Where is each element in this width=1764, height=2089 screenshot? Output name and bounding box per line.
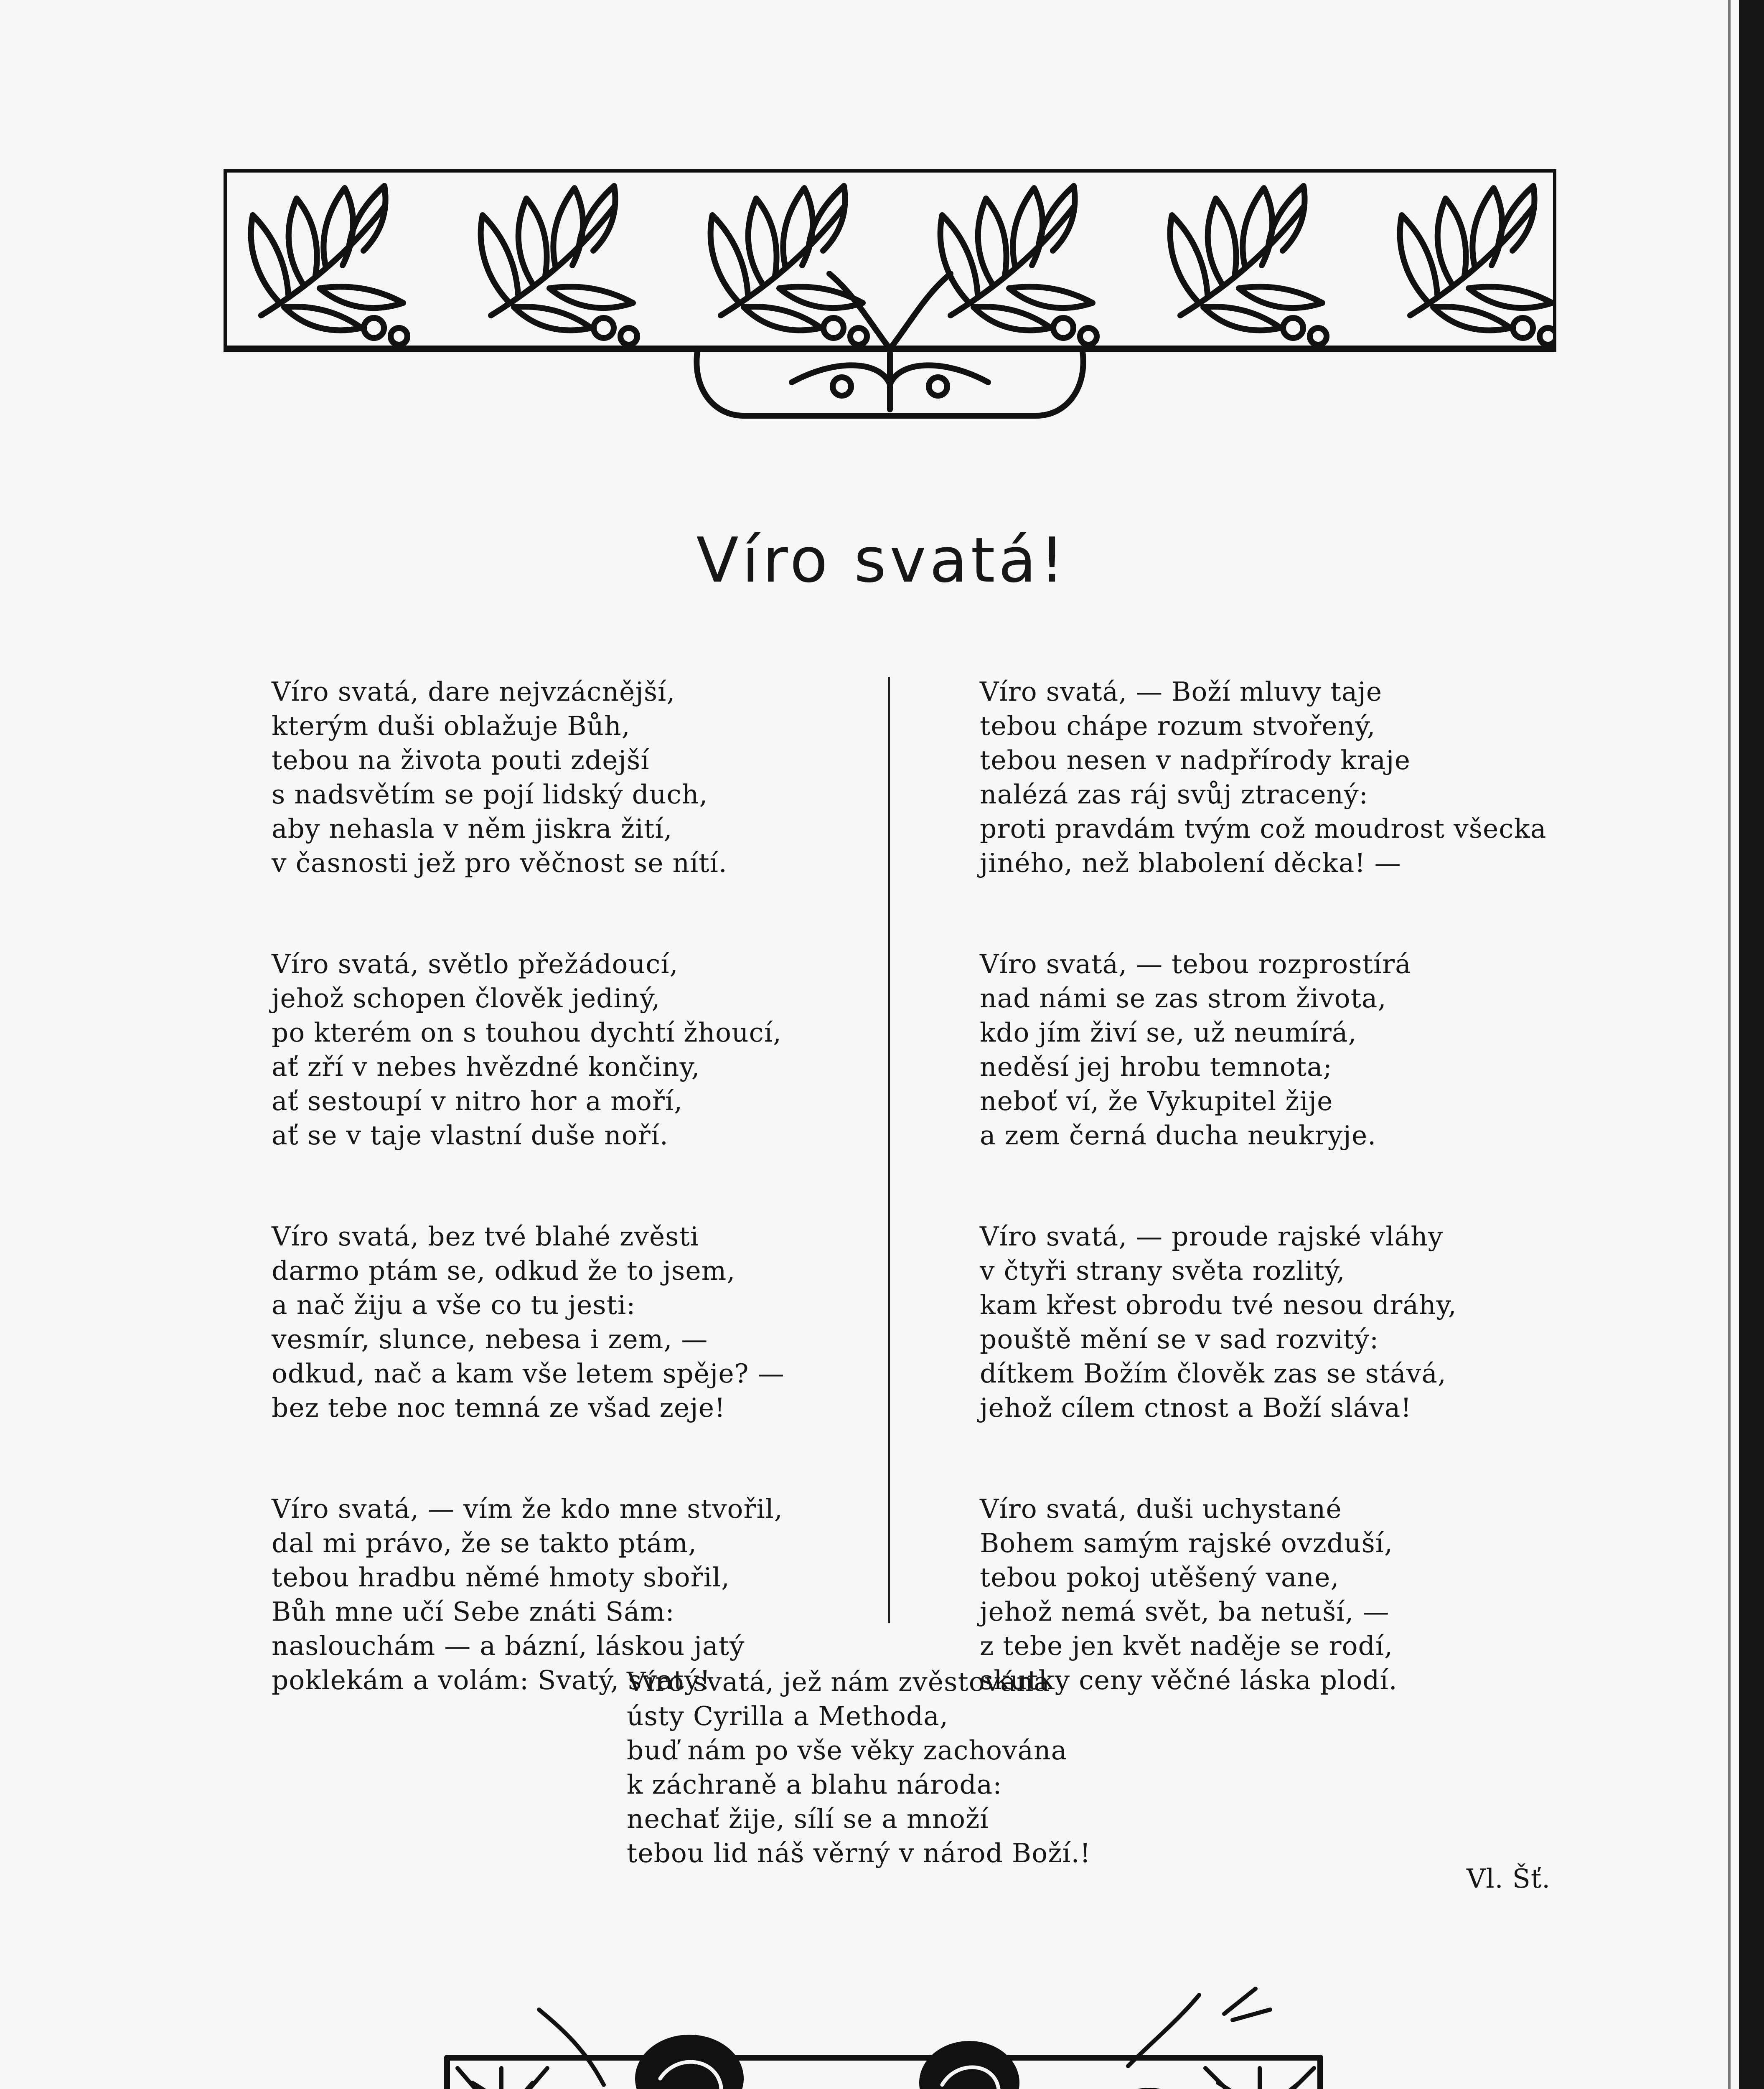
poem-line: poklekám a volám: Svatý, svatý! [272, 1665, 711, 1695]
poem-line: proti pravdám tvým což moudrost všecka [980, 813, 1547, 844]
poem-line: neděsí jej hrobu temnota; [980, 1052, 1332, 1082]
poem-line: ať se v taje vlastní duše noří. [272, 1120, 668, 1151]
poem-line: s nadsvětím se pojí lidský duch, [272, 779, 708, 810]
poem-line: darmo ptám se, odkud že to jsem, [272, 1255, 736, 1286]
page-edge [1739, 0, 1764, 2089]
poem-line: jiného, než blabolení děcka! — [980, 848, 1401, 878]
poem-line: buď nám po vše věky zachována [627, 1735, 1068, 1766]
final-poem-stanza [627, 1665, 1212, 1870]
poem-line: Víro svatá, — Boží mluvy taje [980, 676, 1383, 707]
right-poem-column [980, 675, 1606, 1764]
poem-stanza [980, 1220, 1606, 1425]
page-title: Víro svatá! [696, 524, 1068, 596]
poem-line: kdo jím živí se, už neumírá, [980, 1017, 1357, 1048]
leaf-frieze-ornament [224, 169, 1556, 420]
poem-line: Víro svatá, duši uchystané [980, 1494, 1342, 1524]
poem-line: tebou lid náš věrný v národ Boží.! [627, 1838, 1091, 1868]
poem-line: dal mi právo, že se takto ptám, [272, 1528, 697, 1558]
poem-line: odkud, nač a kam vše letem spěje? — [272, 1358, 785, 1389]
poem-line: Víro svatá, světlo přežádoucí, [272, 949, 679, 979]
poem-line: z tebe jen květ naděje se rodí, [980, 1631, 1393, 1661]
poem-stanza [980, 947, 1606, 1153]
poem-line: ústy Cyrilla a Methoda, [627, 1701, 948, 1731]
poem-line: kterým duši oblažuje Bůh, [272, 711, 630, 741]
column-divider [888, 677, 890, 1623]
poem-line: nechať žije, sílí se a množí [627, 1804, 989, 1834]
poem-line: Bohem samým rajské ovzduší, [980, 1528, 1393, 1558]
poem-line: jehož schopen člověk jediný, [272, 983, 661, 1014]
poem-line: Víro svatá, — tebou rozprostírá [980, 949, 1411, 979]
poem-line: tebou nesen v nadpřírody kraje [980, 745, 1411, 775]
poem-line: skutky ceny věčné láska plodí. [980, 1665, 1398, 1695]
left-poem-column [272, 675, 898, 1764]
poem-line: dítkem Božím člověk zas se stává, [980, 1358, 1446, 1389]
rose-spiderweb-ornament [443, 1980, 1329, 2089]
poem-line: ať sestoupí v nitro hor a moří, [272, 1086, 683, 1116]
poem-line: nad námi se zas strom života, [980, 983, 1387, 1014]
poem-line: a nač žiju a vše co tu jesti: [272, 1290, 636, 1320]
poem-line: Víro svatá, bez tvé blahé zvěsti [272, 1221, 699, 1252]
poem-stanza [272, 947, 898, 1153]
poem-line: Bůh mne učí Sebe znáti Sám: [272, 1596, 675, 1627]
poem-line: Víro svatá, — vím že kdo mne stvořil, [272, 1494, 783, 1524]
poem-line: ať zří v nebes hvězdné končiny, [272, 1052, 700, 1082]
poem-line: jehož cílem ctnost a Boží sláva! [980, 1393, 1412, 1423]
poem-line: vesmír, slunce, nebesa i zem, — [272, 1324, 708, 1355]
poem-line: neboť ví, že Vykupitel žije [980, 1086, 1333, 1116]
poem-line: v časnosti jež pro věčnost se nítí. [272, 848, 727, 878]
poem-line: nalézá zas ráj svůj ztracený: [980, 779, 1368, 810]
poem-stanza [980, 675, 1606, 880]
poem-line: tebou hradbu němé hmoty sbořil, [272, 1562, 730, 1593]
poem-line: k záchraně a blahu národa: [627, 1769, 1002, 1800]
poem-line: tebou chápe rozum stvořený, [980, 711, 1376, 741]
poem-stanza [272, 1220, 898, 1425]
poem-line: tebou pokoj utěšený vane, [980, 1562, 1340, 1593]
poem-line: po kterém on s touhou dychtí žhoucí, [272, 1017, 782, 1048]
poem-line: a zem černá ducha neukryje. [980, 1120, 1377, 1151]
poem-line: tebou na života pouti zdejší [272, 745, 650, 775]
poem-line: Víro svatá, jež nám zvěstována [627, 1667, 1050, 1697]
author-signature: Vl. Šť. [1467, 1863, 1551, 1894]
poem-line: aby nehasla v něm jiskra žití, [272, 813, 673, 844]
poem-line: bez tebe noc temná ze všad zeje! [272, 1393, 726, 1423]
poem-line: kam křest obrodu tvé nesou dráhy, [980, 1290, 1457, 1320]
poem-line: jehož nemá svět, ba netuší, — [980, 1596, 1390, 1627]
poem-line: Víro svatá, dare nejvzácnější, [272, 676, 676, 707]
poem-line: pouště mění se v sad rozvitý: [980, 1324, 1379, 1355]
poem-line: naslouchám — a bázní, láskou jatý [272, 1631, 745, 1661]
poem-line: Víro svatá, — proude rajské vláhy [980, 1221, 1444, 1252]
poem-line: v čtyři strany světa rozlitý, [980, 1255, 1345, 1286]
page-edge-line [1728, 0, 1731, 2089]
poem-stanza [272, 675, 898, 880]
